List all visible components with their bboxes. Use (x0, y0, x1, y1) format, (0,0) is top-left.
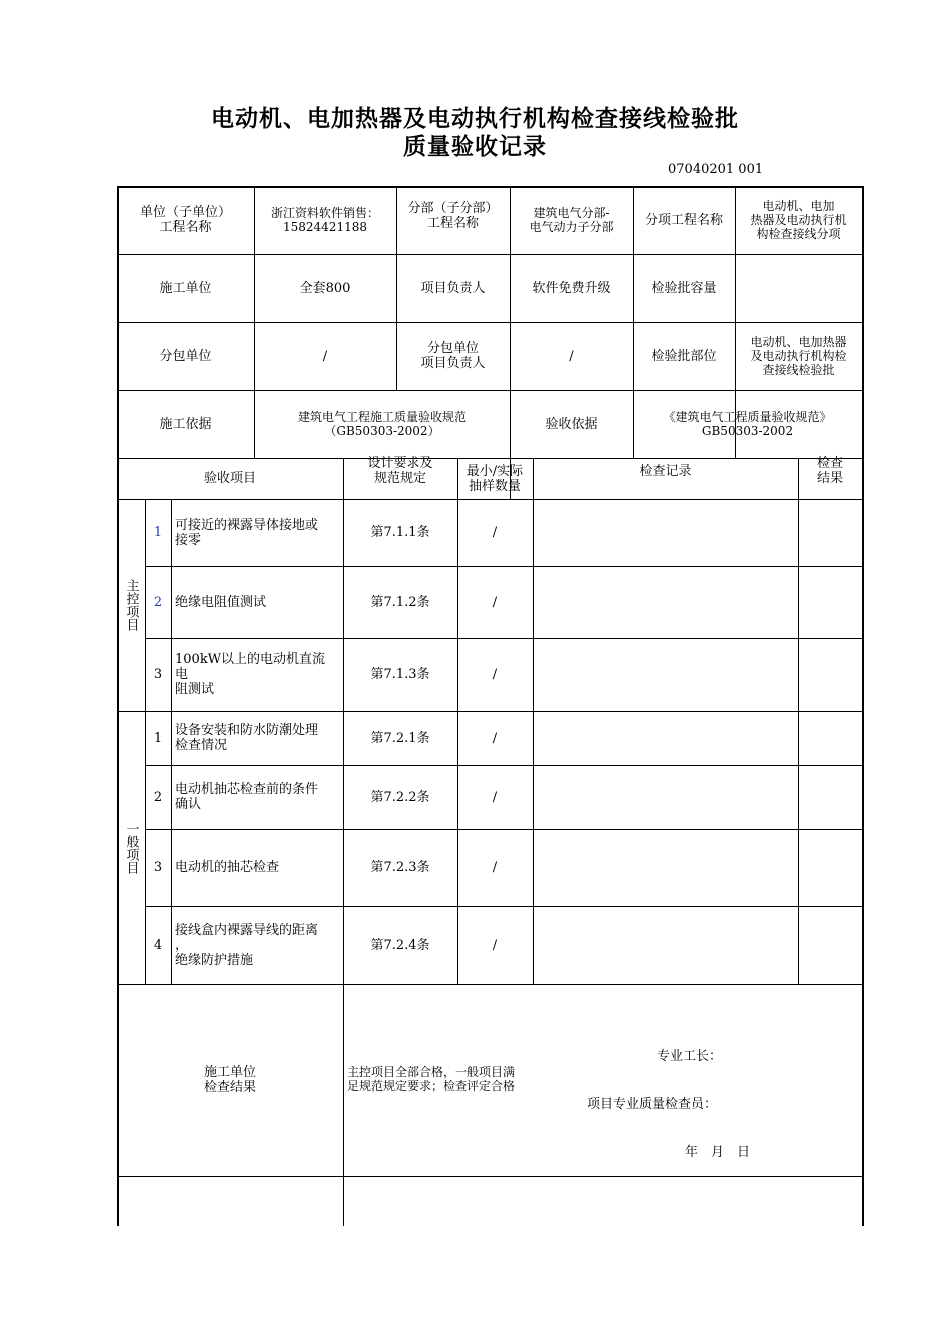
check-conclusion-text: 主控项目全部合格，一般项目满 足规范规定要求；检查评定合格 (347, 1065, 516, 1093)
general-item-clause: 第7.2.1条 (370, 730, 430, 746)
general-item-sample: / (492, 730, 498, 746)
subcontractor-label: 分包单位 (159, 348, 212, 364)
col-design-requirement: 设计要求及 规范规定 (367, 456, 433, 486)
col-sample-count: 最小/实际 抽样数量 (466, 464, 524, 494)
project-manager-value: 软件免费升级 (532, 280, 611, 296)
main-item-sample: / (492, 667, 498, 682)
page-subtitle: 质量验收记录 (403, 133, 547, 160)
sub-division-value: 建筑电气分部- 电气动力子分部 (529, 206, 614, 234)
general-item-no: 1 (153, 730, 163, 746)
general-item-name: 设备安装和防水防潮处理 检查情况 (175, 723, 319, 753)
col-acceptance-item: 验收项目 (203, 471, 256, 486)
general-item-name: 接线盒内裸露导线的距离 ， 绝缘防护措施 (175, 922, 319, 968)
foreman-label: 专业工长： (657, 1048, 723, 1064)
document-code: 07040201 001 (668, 162, 764, 177)
unit-project-value: 浙江资料软件销售： 15824421188 (270, 206, 379, 234)
unit-project-label: 单位（子单位） 工程名称 (139, 205, 231, 235)
quality-inspector-label: 项目专业质量检查员： (587, 1096, 718, 1112)
main-item-sample: / (492, 594, 498, 610)
page-title: 电动机、电加热器及电动执行机构检查接线检验批 (211, 105, 739, 132)
project-manager-label: 项目负责人 (420, 280, 486, 296)
col-check-result: 检查 结果 (816, 456, 843, 486)
general-item-name: 电动机抽芯检查前的条件 确认 (175, 782, 319, 812)
batch-capacity-label: 检验批容量 (651, 280, 717, 296)
subcontractor-value: / (322, 348, 328, 364)
general-item-no: 3 (153, 860, 163, 875)
main-item-name: 绝缘电阻值测试 (175, 594, 267, 610)
sub-item-value: 电动机、电加 热器及电动执行机 构检查接线分项 (750, 199, 847, 241)
sub-pm-value: / (569, 348, 574, 364)
group-main-control: 主控项目 (123, 579, 139, 631)
main-item-no: 1 (153, 525, 163, 540)
sub-division-label: 分部（子分部） 工程名称 (407, 201, 499, 231)
main-item-name: 可接近的裸露导体接地或 接零 (175, 517, 319, 548)
main-item-clause: 第7.1.3条 (370, 667, 430, 682)
inspection-record-table (117, 186, 864, 1226)
batch-location-value: 电动机、电加热器 及电动执行机构检 查接线检验批 (750, 335, 847, 377)
col-check-record: 检查记录 (639, 463, 692, 479)
construction-basis-label: 施工依据 (159, 416, 212, 432)
main-item-sample: / (492, 525, 498, 540)
general-item-clause: 第7.2.3条 (370, 860, 430, 875)
sub-pm-label: 分包单位 项目负责人 (420, 341, 486, 371)
contractor-value: 全套800 (299, 280, 351, 296)
general-item-no: 4 (153, 937, 163, 953)
main-item-name: 100kW以上的电动机直流 电 阻测试 (175, 652, 326, 697)
main-item-clause: 第7.1.2条 (370, 594, 430, 610)
general-item-no: 2 (153, 789, 163, 805)
batch-capacity-value (735, 254, 862, 322)
main-item-no: 3 (153, 667, 163, 682)
date-label: 年 月 日 (685, 1144, 751, 1160)
general-item-clause: 第7.2.2条 (370, 789, 430, 805)
construction-basis-value: 建筑电气工程施工质量验收规范 （GB50303-2002） (297, 410, 466, 438)
sub-item-label: 分项工程名称 (644, 212, 723, 228)
batch-location-label: 检验批部位 (651, 348, 717, 364)
acceptance-basis-label: 验收依据 (545, 416, 598, 432)
general-item-name: 电动机的抽芯检查 (175, 860, 280, 875)
general-item-sample: / (492, 860, 498, 875)
contractor-check-label: 施工单位 检查结果 (203, 1065, 256, 1095)
group-general: 一般项目 (123, 821, 139, 874)
contractor-label: 施工单位 (159, 280, 212, 296)
general-item-clause: 第7.2.4条 (370, 937, 430, 953)
main-item-no: 2 (153, 594, 163, 610)
general-item-sample: / (492, 937, 498, 953)
acceptance-basis-value: 《建筑电气工程质量验收规范》 GB50303-2002 (663, 410, 832, 438)
main-item-clause: 第7.1.1条 (370, 525, 430, 540)
general-item-sample: / (492, 789, 498, 805)
